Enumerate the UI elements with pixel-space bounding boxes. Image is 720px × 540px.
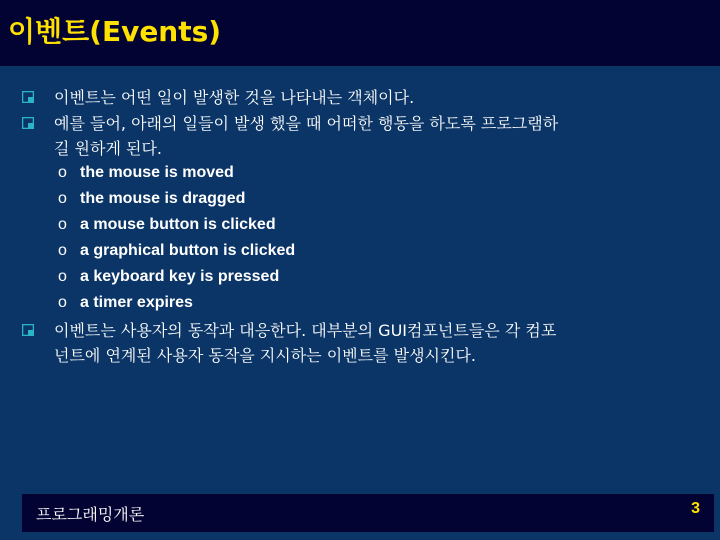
footer-course-label: 프로그래밍개론 — [36, 505, 145, 524]
sub-item-text: a keyboard key is pressed — [80, 268, 280, 285]
bullet-3-line-2: 넌트에 연계된 사용자 동작을 지시하는 이벤트를 발생시킨다. — [54, 346, 477, 365]
sub-bullet-marker: o — [58, 216, 67, 233]
sub-item-text: a mouse button is clicked — [80, 216, 276, 233]
sub-bullet-marker: o — [58, 242, 67, 259]
sub-bullet-marker: o — [58, 294, 67, 311]
bullet-2 — [22, 111, 702, 161]
bullet-1 — [22, 85, 702, 110]
sub-item-text: the mouse is moved — [80, 164, 234, 181]
q-bullet-icon — [22, 91, 34, 103]
slide-title: 이벤트(Events) — [8, 15, 222, 48]
bullet-3 — [22, 318, 702, 368]
sub-bullet-marker: o — [58, 268, 67, 285]
q-bullet-icon — [22, 117, 34, 129]
sub-bullet-marker: o — [58, 164, 67, 181]
sub-item-text: the mouse is dragged — [80, 190, 246, 207]
bullet-3-line-1: 이벤트는 사용자의 동작과 대응한다. 대부분의 GUI컴포넌트들은 각 컴포 — [54, 321, 557, 340]
title-bar — [0, 0, 720, 66]
bullet-2-line-1: 예를 들어, 아래의 일들이 발생 했을 때 어떠한 행동을 하도록 프로그램하 — [54, 114, 559, 133]
page-number: 3 — [691, 500, 700, 517]
sub-item-text: a graphical button is clicked — [80, 242, 296, 259]
bullet-2-line-2: 길 원하게 된다. — [54, 139, 162, 158]
q-bullet-icon — [22, 324, 34, 336]
sub-item-text: a timer expires — [80, 294, 193, 311]
bullet-1-line-1: 이벤트는 어떤 일이 발생한 것을 나타내는 객체이다. — [54, 88, 415, 107]
footer-bar — [22, 494, 714, 532]
sub-bullet-marker: o — [58, 190, 67, 207]
